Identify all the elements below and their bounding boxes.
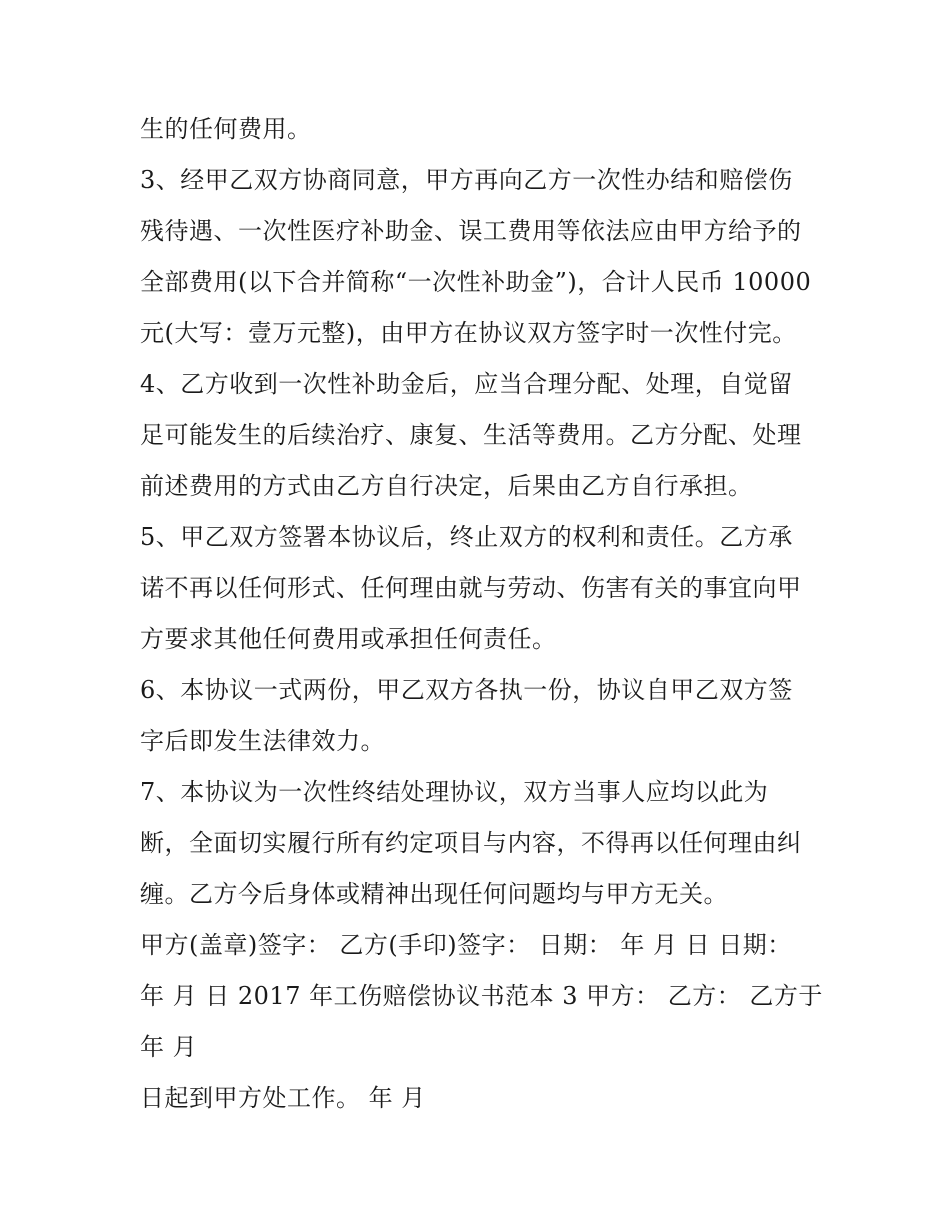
text-line: 前述费用的方式由乙方自行决定，后果由乙方自行承担。 — [140, 472, 753, 500]
text-line: 足可能发生的后续治疗、康复、生活等费用。乙方分配、处理 — [140, 421, 802, 449]
text-line: 年 月 — [140, 1033, 198, 1061]
text-line: 6、本协议一式两份，甲乙双方各执一份，协议自甲乙双方签 — [140, 676, 793, 704]
text-line: 生的任何费用。 — [140, 115, 312, 143]
text-line: 5、甲乙双方签署本协议后，终止双方的权利和责任。乙方承 — [140, 523, 793, 551]
text-line: 4、乙方收到一次性补助金后，应当合理分配、处理，自觉留 — [140, 370, 793, 398]
text-line: 日起到甲方处工作。 年 月 — [140, 1084, 426, 1112]
text-line: 元(大写：壹万元整)，由甲方在协议双方签字时一次性付完。 — [140, 319, 797, 347]
text-line: 残待遇、一次性医疗补助金、误工费用等依法应由甲方给予的 — [140, 217, 802, 245]
text-line: 缠。乙方今后身体或精神出现任何问题均与甲方无关。 — [140, 880, 728, 908]
text-line: 3、经甲乙双方协商同意，甲方再向乙方一次性办结和赔偿伤 — [140, 166, 793, 194]
text-line: 断，全面切实履行所有约定项目与内容，不得再以任何理由纠 — [140, 829, 802, 857]
document-body — [140, 104, 830, 1124]
text-line: 诺不再以任何形式、任何理由就与劳动、伤害有关的事宜向甲 — [140, 574, 802, 602]
signature-line: 甲方(盖章)签字： 乙方(手印)签字： 日期： 年 月 日 日期： — [140, 931, 792, 959]
text-line: 方要求其他任何费用或承担任何责任。 — [140, 625, 557, 653]
text-line: 7、本协议为一次性终结处理协议，双方当事人应均以此为 — [140, 778, 769, 806]
text-line: 年 月 日 2017 年工伤赔偿协议书范本 3 甲方： 乙方： 乙方于 — [140, 982, 823, 1010]
text-line: 字后即发生法律效力。 — [140, 727, 385, 755]
text-line: 全部费用(以下合并简称“一次性补助金”)，合计人民币 10000 — [140, 268, 812, 296]
